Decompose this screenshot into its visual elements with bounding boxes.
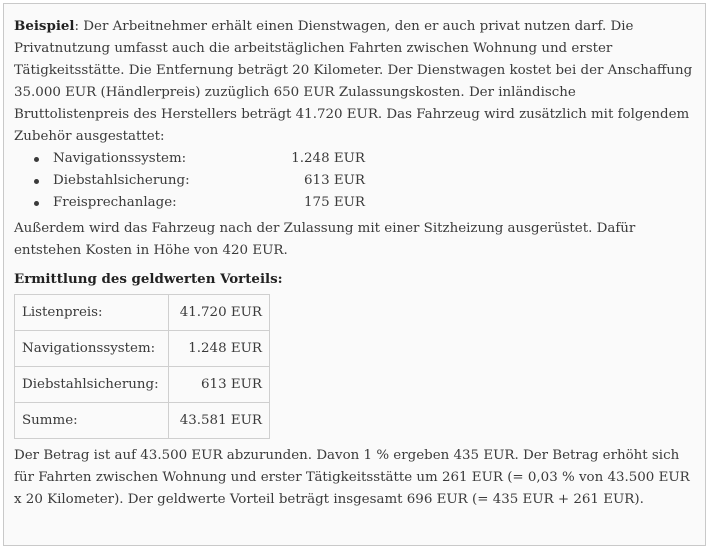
additional-paragraph: Außerdem wird das Fahrzeug nach der Zulassung mit einer Sitzheizung ausgerüstet. Dafür entstehen Kosten in Höhe von 420 EUR. bbox=[14, 221, 636, 258]
intro-paragraph bbox=[14, 15, 695, 148]
row-label: Summe: bbox=[15, 403, 169, 439]
table-row bbox=[15, 331, 270, 367]
row-value: 41.720 EUR bbox=[169, 295, 270, 331]
row-value: 613 EUR bbox=[169, 367, 270, 403]
intro-text: : Der Arbeitnehmer erhält einen Dienstwagen, den er auch privat nutzen darf. Die Privatnutzung umfasst auch die arbeitstäglichen Fahrten zwischen Wohnung und erster Tätigkeitsstätte. Die Entfernung beträgt 20 Kilometer. Der Dienstwagen kostet bei der Anschaffung 35.000 EUR (Händlerpreis) zuzüglich 650 EUR Zulassungskosten. Der inländische Bruttolistenpreis des Herstellers beträgt 41.720 EUR. Das Fahrzeug wird zusätzlich mit folgendem Zubehör ausgestattet: bbox=[14, 19, 693, 144]
bullet-icon bbox=[34, 179, 39, 184]
bullet-icon bbox=[34, 157, 39, 162]
row-label: Navigationssystem: bbox=[15, 331, 169, 367]
table-row bbox=[15, 367, 270, 403]
accessory-amount: 175 EUR bbox=[304, 195, 365, 210]
example-label: Beispiel bbox=[14, 18, 75, 34]
accessory-name: Diebstahlsicherung: bbox=[53, 173, 190, 188]
calc-table bbox=[14, 294, 270, 439]
table-row bbox=[15, 403, 270, 439]
row-value: 1.248 EUR bbox=[169, 331, 270, 367]
accessory-amount: 613 EUR bbox=[304, 173, 365, 188]
row-value: 43.581 EUR bbox=[169, 403, 270, 439]
example-box bbox=[3, 3, 706, 546]
table-row bbox=[15, 295, 270, 331]
accessory-amount: 1.248 EUR bbox=[291, 151, 365, 166]
accessory-name: Freisprechanlage: bbox=[53, 195, 177, 210]
accessory-list bbox=[14, 148, 695, 214]
list-item bbox=[34, 170, 695, 192]
accessory-name: Navigationssystem: bbox=[53, 151, 187, 166]
row-label: Listenpreis: bbox=[15, 295, 169, 331]
bullet-icon bbox=[34, 201, 39, 206]
conclusion-paragraph: Der Betrag ist auf 43.500 EUR abzurunden. Davon 1 % ergeben 435 EUR. Der Betrag erhöht sich für Fahrten zwischen Wohnung und erster Tätigkeitsstätte um 261 EUR (= 0,03 % von 43.500 EUR x 20 Kilometer). Der geldwerte Vorteil beträgt insgesamt 696 EUR (= 435 EUR + 261 EUR). bbox=[14, 448, 690, 507]
calc-heading: Ermittlung des geldwerten Vorteils: bbox=[14, 271, 283, 287]
list-item bbox=[34, 148, 695, 170]
row-label: Diebstahlsicherung: bbox=[15, 367, 169, 403]
list-item bbox=[34, 192, 695, 214]
